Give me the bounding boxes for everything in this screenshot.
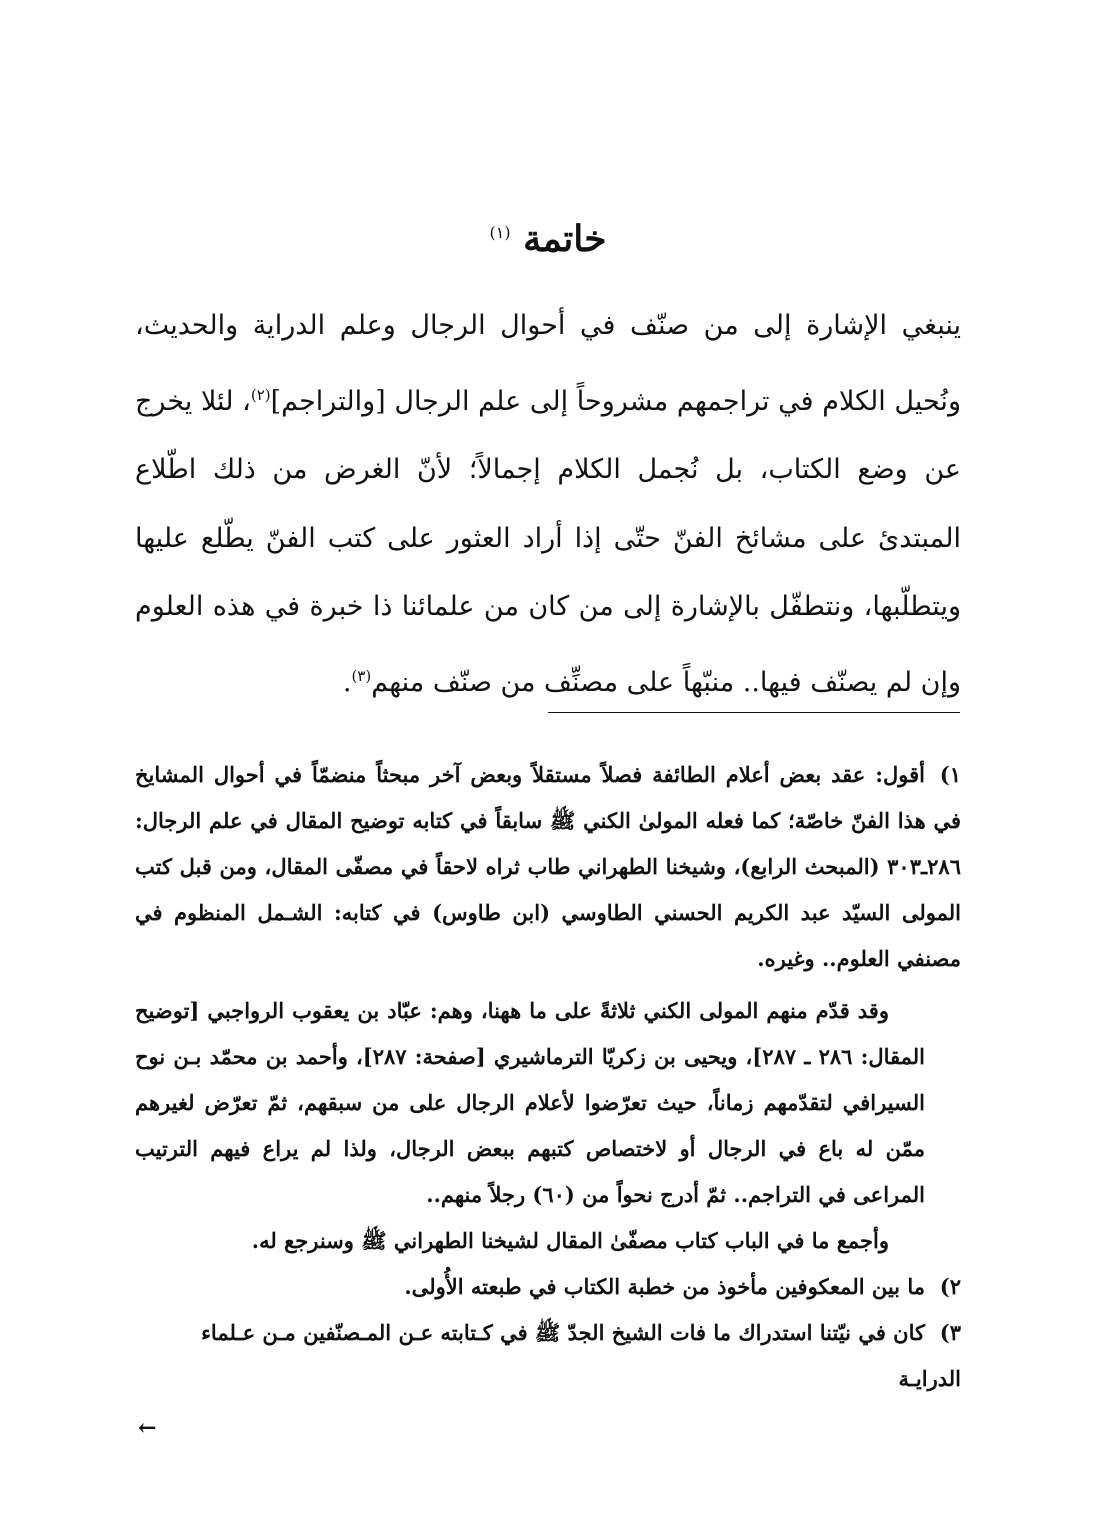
- footnote-ref-3: (٣): [351, 666, 372, 685]
- footnote-2: [135, 1264, 961, 1310]
- footnote-1-paragraph-3: وأجمع ما في الباب كتاب مصفّىٰ المقال لشيخنا الطهراني ﷺ وسنرجع له.: [251, 1228, 889, 1253]
- footnote-1-text: أقول: عقد بعض أعلام الطائفة فصلاً مستقلاً وبعض آخر مبحثاً منضمّاً في أحوال المشايخ في هذا الفنّ خاصّة؛ كما فعله المولىٰ الكني ﷺ سابقاً في كتابه توضيح المقال في علم الرجال: ٢٨٦ـ٣٠٣ (المبحث الرابع)، وشيخنا الطهراني طاب ثراه لاحقاً في مصفّى المقال، ومن قبل كتب المولى السيّد عبد الكريم الحسني الطاوسي (ابن طاوس) في كتابه: الشـمل المنظوم في مصنفي العلوم.. وغيره.: [135, 762, 961, 971]
- footnote-3-text: كان في نيّتنا استدراك ما فات الشيخ الجدّ ﷺ في كـتابته عـن المـصنّفين مـن عـلماء الدرايـة: [201, 1320, 961, 1391]
- footnotes-section: [135, 752, 961, 1402]
- continuation-arrow-icon: ←: [138, 1415, 157, 1441]
- main-text-part-3: .: [342, 666, 352, 698]
- footnote-3-number: ٣): [939, 1320, 961, 1345]
- footnote-1-paragraph-2: وقد قدّم منهم المولى الكني ثلاثةً على ما ههنا، وهم: عبّاد بن يعقوب الرواجبي [توضيح المقال: ٢٨٦ ـ ٢٨٧]، ويحيى بن زكريّا الترماشيري [صفحة: ٢٨٧]، وأحمد بن محمّد بـن نوح السيرافي لتقدّمهم زماناً، حيث تعرّضوا لأعلام الرجال على من سبقهم، ثمّ تعرّض لغيرهم ممّن له باع في الرجال أو لاختصاص كتبهم ببعض الرجال، ولذا لم يراع فيهم الترتيب المراعى في التراجم.. ثمّ أدرج نحواً من (٦٠) رجلاً منهم..: [135, 998, 925, 1207]
- footnote-ref-2: (٢): [250, 385, 271, 404]
- footnote-3: [135, 1310, 961, 1402]
- footnote-1: [135, 752, 961, 1264]
- footnote-1-number: ١): [939, 762, 961, 787]
- footnote-2-number: ٢): [939, 1274, 961, 1299]
- main-paragraph: [135, 292, 961, 717]
- footnote-2-text: ما بين المعكوفين مأخوذ من خطبة الكتاب في طبعته الأُولى.: [404, 1274, 925, 1299]
- chapter-title-text: خاتمة: [523, 218, 607, 260]
- main-text-part-2: ، لئلا يخرج عن وضع الكتاب، بل نُجمل الكلام إجمالاً؛ لأنّ الغرض من ذلك اطّلاع المبتدئ على مشائخ الفنّ حتّى إذا أراد العثور على كتب الفنّ يطّلع عليها ويتطلّبها، ونتطفّل بالإشارة إلى من كان من علمائنا ذا خبرة في هذه العلوم وإن لم يصنّف فيها.. منبّهاً على مصنِّف من صنّف منهم: [135, 385, 961, 698]
- chapter-title: [0, 218, 1096, 260]
- title-footnote-ref: (١): [489, 223, 511, 242]
- main-text-part-1: ينبغي الإشارة إلى من صنّف في أحوال الرجال وعلم الدراية والحديث، ونُحيل الكلام في تراجمهم مشروحاً إلى علم الرجال [والتراجم]: [135, 310, 961, 417]
- footnote-separator: [548, 712, 960, 713]
